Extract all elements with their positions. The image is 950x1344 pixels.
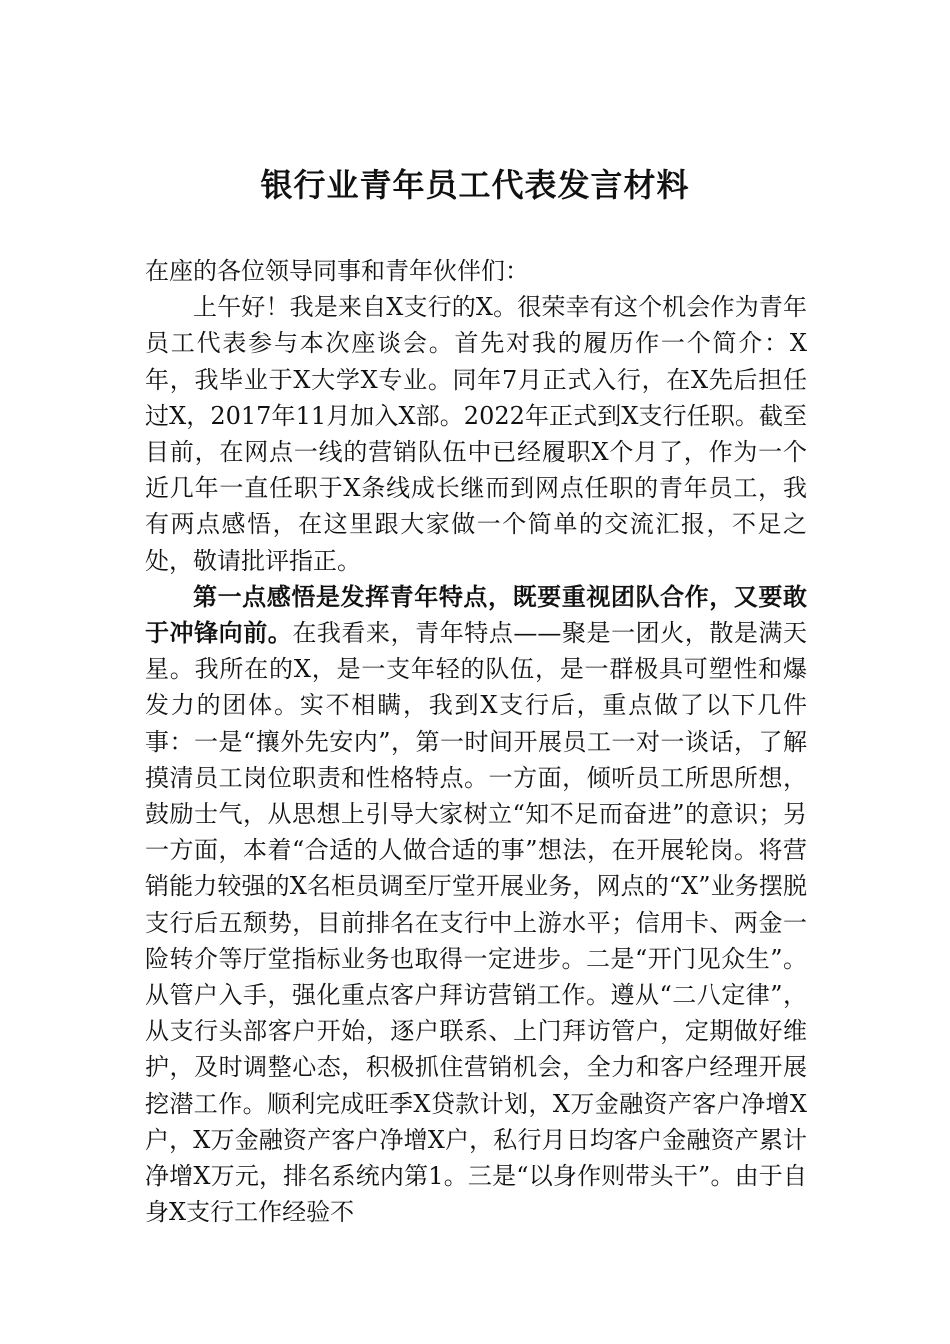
first-insight-body: 在我看来，青年特点——聚是一团火，散是满天星。我所在的X，是一支年轻的队伍，是一群极具可塑性和爆发力的团体。实不相瞒，我到X支行后，重点做了以下几件事：一是“攘外先安内”，第一时间开展员工一对一谈话，了解摸清员工岗位职责和性格特点。一方面，倾听员工所思所想，鼓励士气，从思想上引导大家树立“知不足而奋进”的意识；另一方面，本着“合适的人做合适的事”想法，在开展轮岗。将营销能力较强的X名柜员调至厅堂开展业务，网点的“X”业务摆脱支行后五颓势，目前排名在支行中上游水平；信用卡、两金一险转介等厅堂指标业务也取得一定进步。二是“开门见众生”。从管户入手，强化重点客户拜访营销工作。遵从“二八定律”，从支行头部客户开始，逐户联系、上门拜访管户，定期做好维护，及时调整心态，积极抓住营销机会，全力和客户经理开展挖潜工作。顺利完成旺季X贷款计划，X万金融资产客户净增X户，X万金融资产客户净增X户，私行月日均客户金融资产累计净增X万元，排名系统内第1。三是“以身作则带头干”。由于自身X支行工作经验不: [145, 619, 808, 1227]
document-title: 银行业青年员工代表发言材料: [260, 166, 690, 204]
document-body: [145, 253, 807, 1230]
salutation: 在座的各位领导同事和青年伙伴们：: [145, 257, 529, 285]
paragraph-intro: 上午好！我是来自X支行的X。很荣幸有这个机会作为青年员工代表参与本次座谈会。首先对我的履历作一个简介：X年，我毕业于X大学X专业。同年7月正式入行，在X先后担任过X，2017年11月加入X部。2022年正式到X支行任职。截至目前，在网点一线的营销队伍中已经履职X个月了，作为一个近几年一直任职于X条线成长继而到网点任职的青年员工，我有两点感悟，在这里跟大家做一个简单的交流汇报，不足之处，敬请批评指正。: [145, 293, 807, 575]
paragraph-first-insight: [145, 579, 807, 1231]
first-insight-heading: 第一点感悟是发挥青年特点，既要重视团队合作，又要敢于冲锋向前。: [145, 581, 807, 648]
